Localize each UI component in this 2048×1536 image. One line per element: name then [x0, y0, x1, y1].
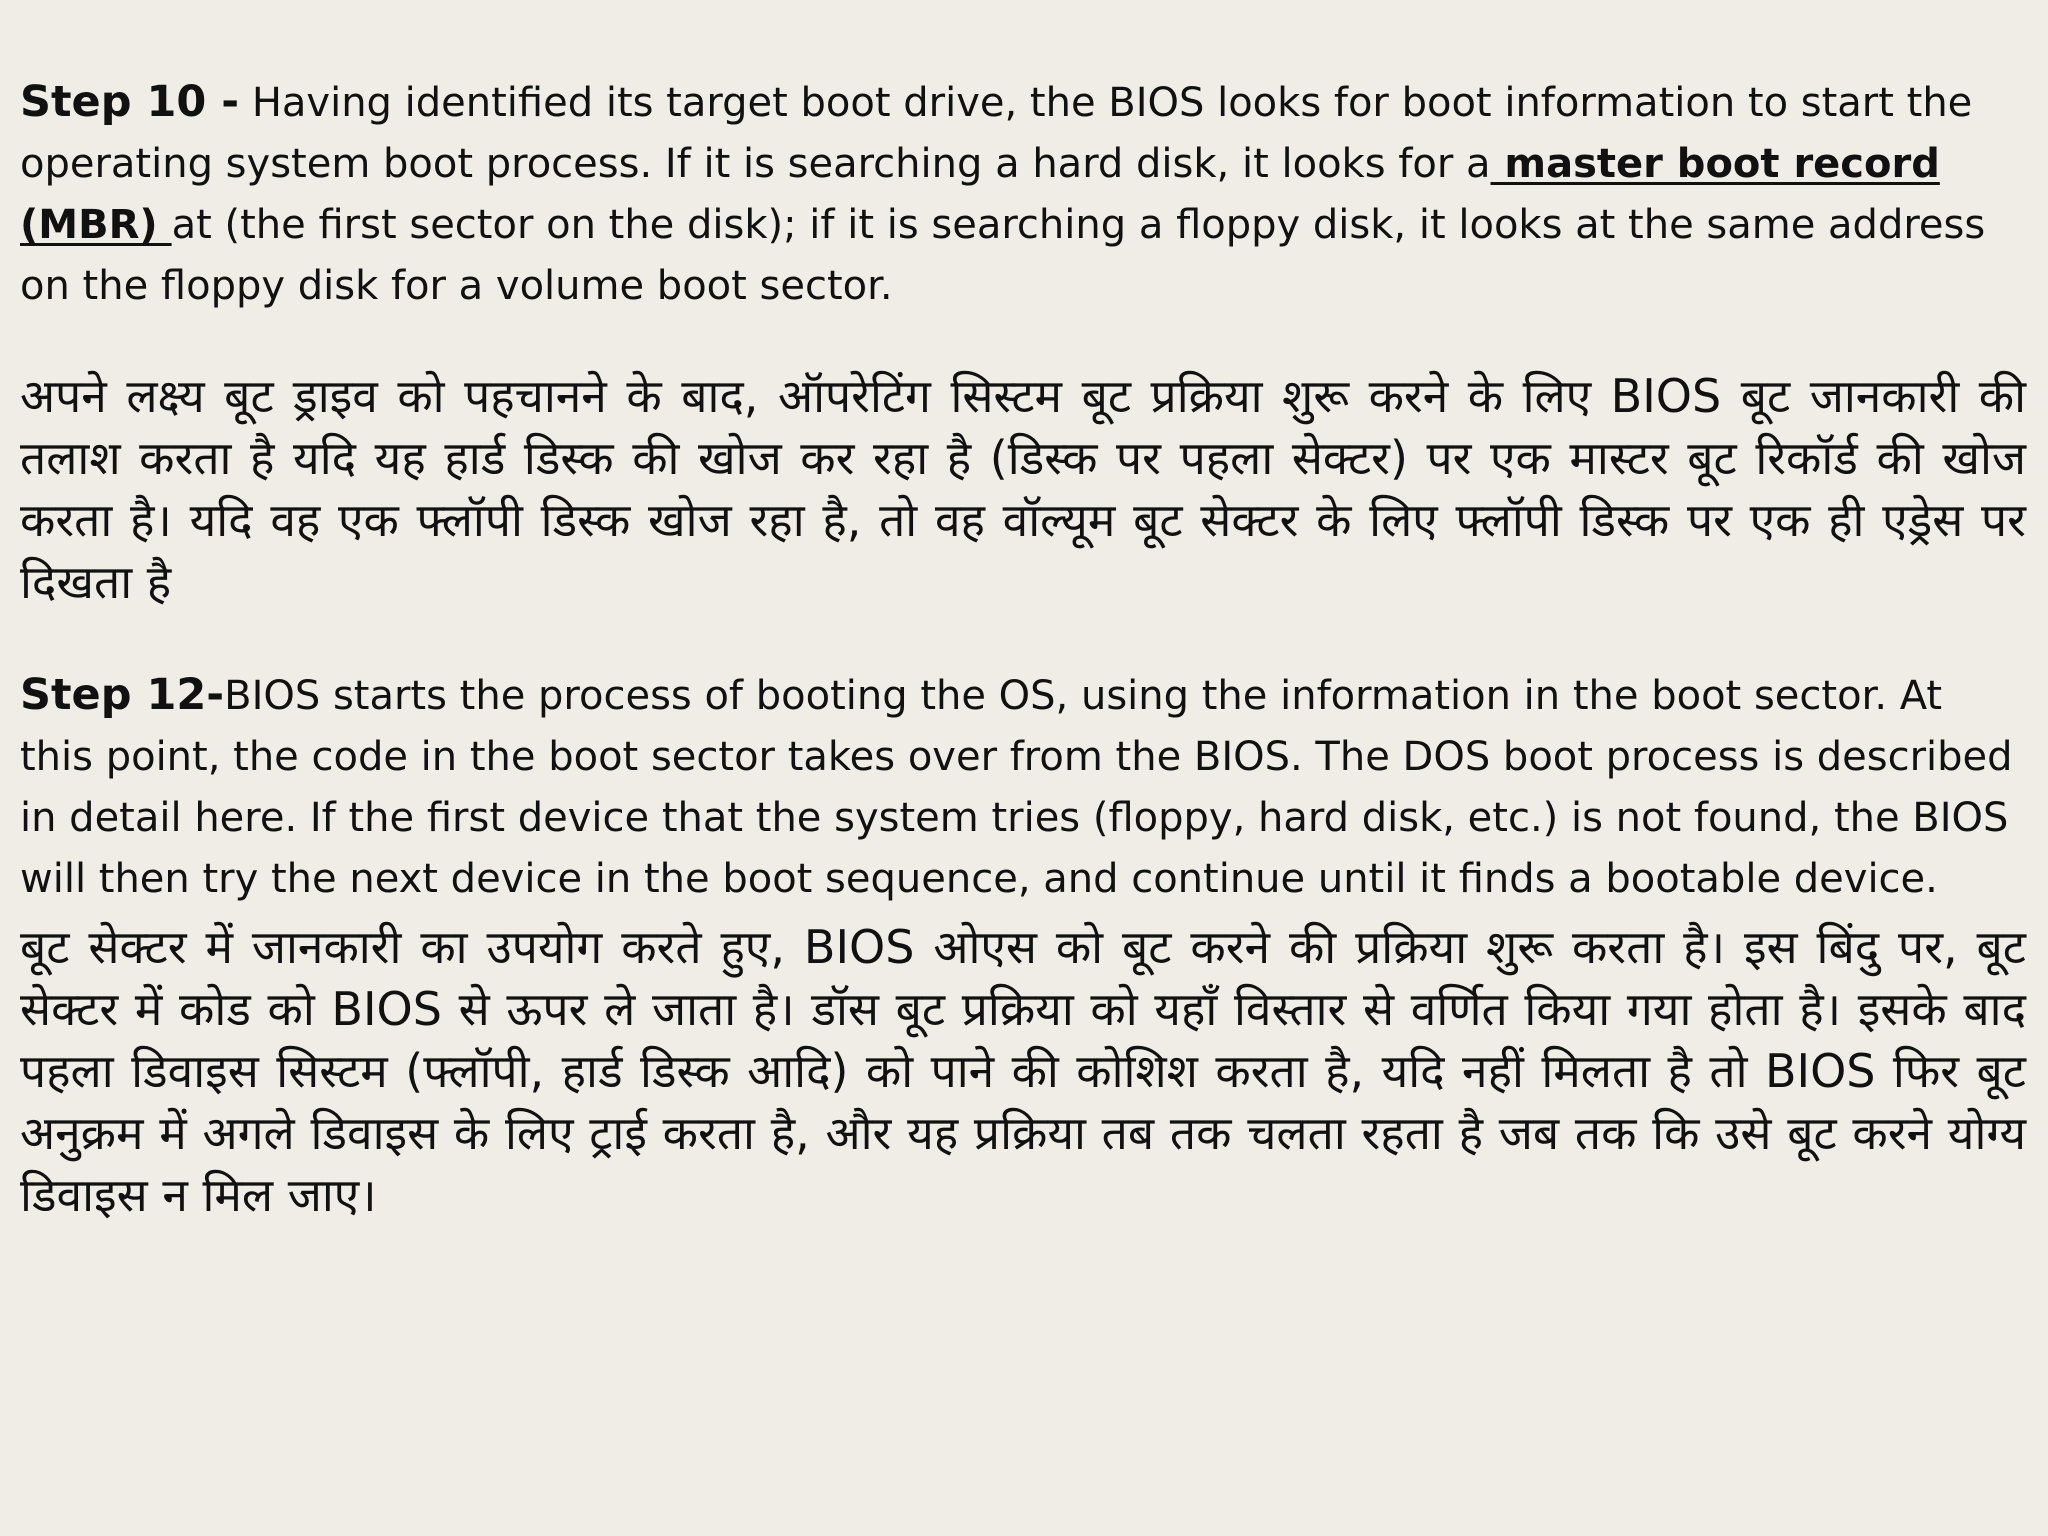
step-12-hindi-paragraph: बूट सेक्टर में जानकारी का उपयोग करते हुए, BIOS ओएस को बूट करने की प्रक्रिया शुरू करता है। इस बिंदु पर, बूट सेक्टर में कोड को BIOS से ऊपर ले जाता है। डॉस बूट प्रक्रिया को यहाँ विस्तार से वर्णित किया गया होता है। इसके बाद पहला डिवाइस सिस्टम (फ्लॉपी, हार्ड डिस्क आदि) को पाने की कोशिश करता है, यदि नहीं मिलता है तो BIOS फिर बूट अनुक्रम में अगले डिवाइस के लिए ट्राई करता है, और यह प्रक्रिया तब तक चलता रहता है जब तक कि उसे बूट करने योग्य डिवाइस न मिल जाए। [20, 920, 2026, 1222]
master-boot-record-link[interactable]: master boot record (MBR) [20, 141, 1940, 248]
step-10-text-after-link: at (the first sector on the disk); if it is searching a floppy disk, it looks at the same address on the floppy disk for a volume boot sector. [20, 202, 1986, 309]
step-10-hindi-paragraph: अपने लक्ष्य बूट ड्राइव को पहचानने के बाद, ऑपरेटिंग सिस्टम बूट प्रक्रिया शुरू करने के लिए BIOS बूट जानकारी की तलाश करता है यदि यह हार्ड डिस्क की खोज कर रहा है (डिस्क पर पहला सेक्टर) पर एक मास्टर बूट रिकॉर्ड की खोज करता है। यदि वह एक फ्लॉपी डिस्क खोज रहा है, तो वह वॉल्यूम बूट सेक्टर के लिए फ्लॉपी डिस्क पर एक ही एड्रेस पर दिखता है [20, 369, 2026, 609]
step-10-paragraph [20, 72, 2026, 317]
step-12-text: BIOS starts the process of booting the OS, using the information in the boot sector. At this point, the code in the boot sector takes over from the BIOS. The DOS boot process is described in detail here. If the first device that the system tries (floppy, hard disk, etc.) is not found, the BIOS will then try the next device in the boot sequence, and continue until it finds a bootable device. [20, 673, 2013, 902]
step-12-label: Step 12- [20, 670, 225, 720]
step-12-paragraph [20, 665, 2026, 910]
step-10-label: Step 10 - [20, 77, 240, 127]
step-10-text-before-link: Having identified its target boot drive, the BIOS looks for boot information to start the operating system boot process. If it is searching a hard disk, it looks for a [20, 80, 1973, 187]
